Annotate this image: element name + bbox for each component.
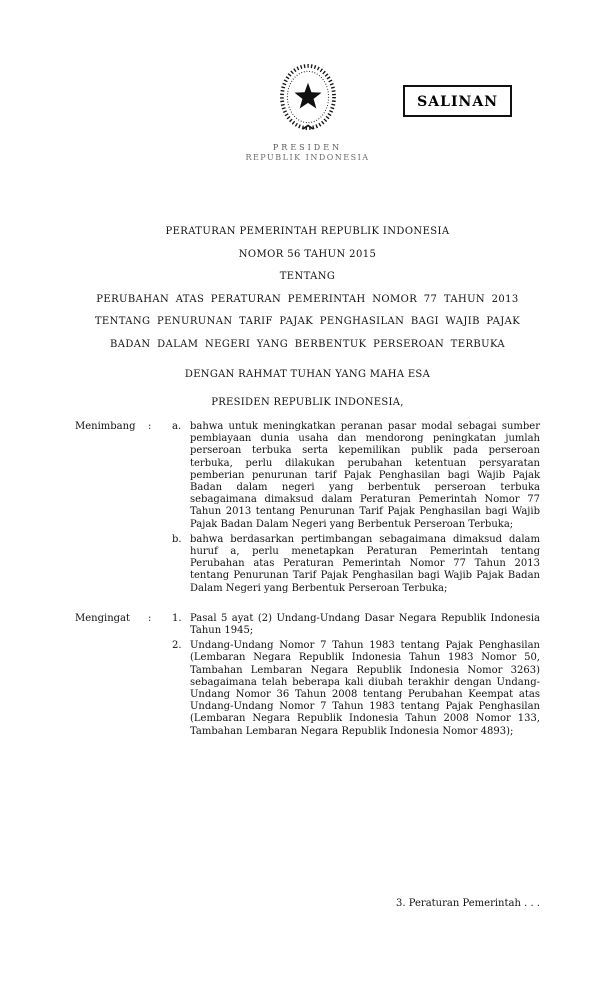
colon-separator-2: : (148, 612, 152, 624)
mengingat-row-2 (75, 640, 540, 738)
item-marker-b: b. (172, 533, 182, 545)
title-block (75, 221, 540, 356)
section-label-menimbang: Menimbang (75, 421, 136, 432)
colon-separator: : (148, 421, 152, 432)
section-label-spacer (75, 534, 148, 595)
letterhead-presiden: PRESIDEN (272, 143, 343, 152)
catchword-next-page: 3. Peraturan Pemerintah . . . (396, 898, 540, 909)
colon-spacer (148, 534, 172, 595)
title-line-6: BADAN DALAM NEGERI YANG BERBENTUK PERSEROAN TERBUKA (109, 338, 506, 350)
title-line-5: TENTANG PENURUNAN TARIF PAJAK PENGHASILAN BAGI WAJIB PAJAK (94, 316, 521, 327)
section-label-mengingat: Mengingat (75, 612, 131, 624)
item-marker-1: 1. (172, 612, 182, 624)
item-marker-2: 2. (172, 640, 182, 652)
salinan-label: SALINAN (417, 94, 498, 110)
item-text-1: Pasal 5 ayat (2) Undang-Undang Dasar Negara Republik Indonesia Tahun 1945; (190, 612, 540, 637)
title-line-1: PERATURAN PEMERINTAH REPUBLIK INDONESIA (165, 226, 450, 237)
title-line-4: PERUBAHAN ATAS PERATURAN PEMERINTAH NOMOR 77 TAHUN 2013 (96, 293, 519, 305)
letterhead (75, 143, 540, 163)
authority-line: PRESIDEN REPUBLIK INDONESIA, (211, 397, 404, 408)
title-line-2: NOMOR 56 TAHUN 2015 (238, 248, 377, 260)
garuda-star-icon (266, 55, 350, 139)
salinan-stamp (403, 85, 512, 117)
colon-spacer-2 (148, 640, 172, 738)
menimbang-row-b (75, 534, 540, 595)
item-text-2: Undang-Undang Nomor 7 Tahun 1983 tentang Pajak Penghasilan (Lembaran Negara Republik Indonesia Tahun 1983 Nomor 50, Tambahan Lembaran Negara Republik Indonesia Nomor 3263) sebagaimana telah beberapa kali diubah terakhir dengan Undang-Undang Nomor 36 Tahun 2008 tentang Perubahan Keempat atas Undang-Undang Nomor 7 Tahun 1983 tentang Pajak Penghasilan (Lembaran Negara Republik Indonesia Tahun 2008 Nomor 133, Tambahan Lembaran Negara Republik Indonesia Nomor 4893); (190, 640, 540, 737)
item-text-a: bahwa untuk meningkatkan peranan pasar modal sebagai sumber pembiayaan dunia usaha dan mendorong peningkatan jumlah perseroan terbuka serta kepemilikan publik pada perseroan terbuka, perlu dilakukan perubahan ketentuan persyaratan pemberian penurunan tarif Pajak Penghasilan bagi Wajib Pajak Badan dalam negeri yang berbentuk perseroan terbuka sebagaimana dimaksud dalam Peraturan Pemerintah Nomor 77 Tahun 2013 tentang Penurunan Tarif Pajak Penghasilan bagi Wajib Pajak Badan Dalam Negeri yang Berbentuk Perseroan Terbuka; (190, 421, 540, 530)
document-body (75, 421, 540, 738)
letterhead-republik-indonesia: REPUBLIK INDONESIA (245, 153, 370, 162)
invocation-line: DENGAN RAHMAT TUHAN YANG MAHA ESA (184, 369, 431, 380)
item-text-b: bahwa berdasarkan pertimbangan sebagaimana dimaksud dalam huruf a, perlu menetapkan Peraturan Pemerintah tentang Perubahan atas Peraturan Pemerintah Nomor 77 Tahun 2013 tentang Penurunan Tarif Pajak Penghasilan bagi Wajib Pajak Badan Dalam Negeri yang Berbentuk Perseroan Terbuka; (190, 533, 540, 594)
title-line-3: TENTANG (279, 271, 336, 282)
mengingat-row-1 (75, 613, 540, 637)
item-marker-a: a. (172, 421, 182, 432)
section-label-spacer-2 (75, 640, 148, 738)
menimbang-row-a (75, 421, 540, 531)
